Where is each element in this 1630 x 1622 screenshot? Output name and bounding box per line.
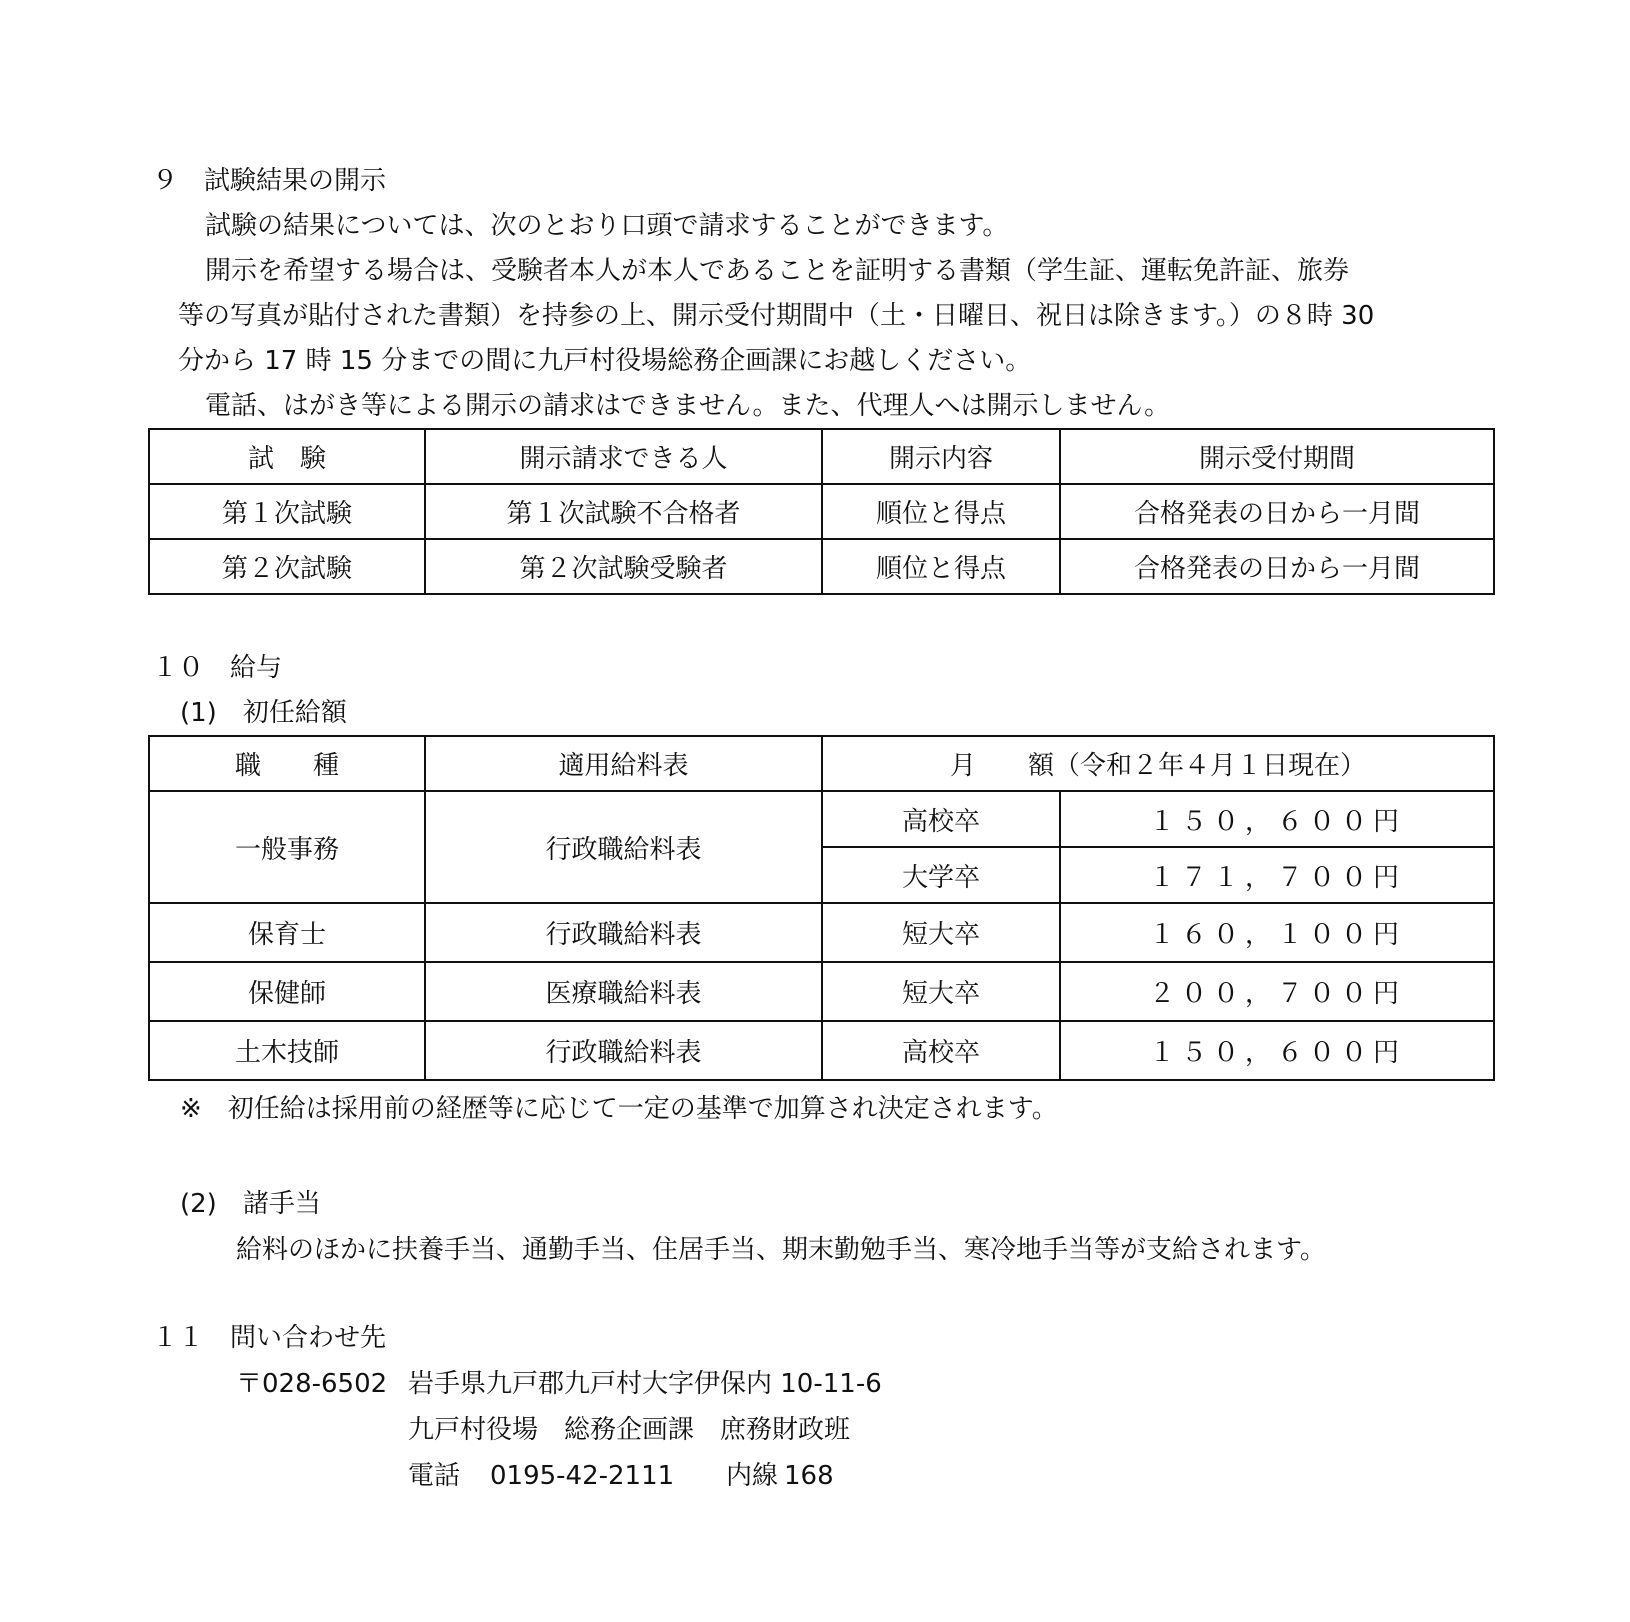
section-9-paragraph-2-line-1: 開示を希望する場合は、受験者本人が本人であることを証明する書類（学生証、運転免許証、旅券 (205, 256, 1350, 286)
table-cell: １５０，６００円 (1060, 791, 1494, 847)
section-9-paragraph-3: 電話、はがき等による開示の請求はできません。また、代理人へは開示しません。 (205, 391, 1171, 421)
table-cell: 順位と得点 (822, 484, 1060, 539)
table-header: 開示内容 (822, 429, 1060, 484)
table-cell: １６０，１００円 (1060, 903, 1494, 962)
section-10-heading: １０ 給与 (152, 653, 283, 683)
table-cell: 第２次試験受験者 (425, 539, 822, 594)
table-header: 月 額（令和２年４月１日現在） (822, 736, 1494, 791)
section-9-paragraph-2-line-2: 等の写真が貼付された書類）を持参の上、開示受付期間中（土・日曜日、祝日は除きます。）の８時 30 (178, 301, 1375, 331)
table-cell: 一般事務 (149, 791, 425, 903)
postal-code: 〒028-6502 (236, 1369, 388, 1399)
table-header: 開示受付期間 (1060, 429, 1494, 484)
table-cell: 行政職給料表 (425, 791, 822, 903)
table-cell: 保育士 (149, 903, 425, 962)
table-header: 適用給料表 (425, 736, 822, 791)
table-cell: １７１，７００円 (1060, 847, 1494, 903)
table-cell: 短大卒 (822, 903, 1060, 962)
table-cell: 土木技師 (149, 1021, 425, 1080)
office-name: 九戸村役場 総務企画課 庶務財政班 (408, 1415, 851, 1445)
table-header: 試 験 (149, 429, 425, 484)
table-cell: 合格発表の日から一月間 (1060, 539, 1494, 594)
extension-label: 内線 (726, 1461, 779, 1491)
phone-label: 電話 (408, 1461, 461, 1491)
table-cell: 高校卒 (822, 791, 1060, 847)
table-header: 開示請求できる人 (425, 429, 822, 484)
table-cell: ２００，７００円 (1060, 962, 1494, 1021)
address: 岩手県九戸郡九戸村大字伊保内 10-11-6 (408, 1369, 882, 1399)
table-cell: 高校卒 (822, 1021, 1060, 1080)
table-cell: 順位と得点 (822, 539, 1060, 594)
phone-number: 0195-42-2111 (490, 1461, 675, 1491)
salary-table (148, 735, 1495, 1081)
disclosure-table (148, 428, 1495, 595)
table-cell: 短大卒 (822, 962, 1060, 1021)
table-header-row (149, 736, 1494, 791)
table-cell: 第２次試験 (149, 539, 425, 594)
table-cell: 第１次試験 (149, 484, 425, 539)
table-cell: 合格発表の日から一月間 (1060, 484, 1494, 539)
table-cell: 行政職給料表 (425, 1021, 822, 1080)
salary-note: ※ 初任給は採用前の経歴等に応じて一定の基準で加算され決定されます。 (180, 1094, 1058, 1124)
table-row (149, 539, 1494, 594)
table-cell: 医療職給料表 (425, 962, 822, 1021)
table-row (149, 962, 1494, 1021)
table-row (149, 791, 1494, 847)
section-11-heading: １１ 問い合わせ先 (152, 1323, 387, 1353)
section-9-paragraph-2-line-3: 分から 17 時 15 分までの間に九戸村役場総務企画課にお越しください。 (178, 346, 1032, 376)
table-cell: 第１次試験不合格者 (425, 484, 822, 539)
table-cell: １５０，６００円 (1060, 1021, 1494, 1080)
table-cell: 行政職給料表 (425, 903, 822, 962)
section-9-heading: ９ 試験結果の開示 (152, 166, 387, 196)
table-row (149, 484, 1494, 539)
section-10-subheading-1: (1) 初任給額 (180, 698, 347, 728)
table-row (149, 1021, 1494, 1080)
table-cell: 大学卒 (822, 847, 1060, 903)
table-cell: 保健師 (149, 962, 425, 1021)
table-header-row (149, 429, 1494, 484)
section-9-paragraph-1: 試験の結果については、次のとおり口頭で請求することができます。 (205, 211, 1009, 241)
table-header: 職 種 (149, 736, 425, 791)
allowances-text: 給料のほかに扶養手当、通勤手当、住居手当、期末勤勉手当、寒冷地手当等が支給されます。 (236, 1235, 1326, 1265)
section-10-subheading-2: (2) 諸手当 (180, 1189, 321, 1219)
extension-number: 168 (784, 1461, 834, 1491)
table-row (149, 903, 1494, 962)
